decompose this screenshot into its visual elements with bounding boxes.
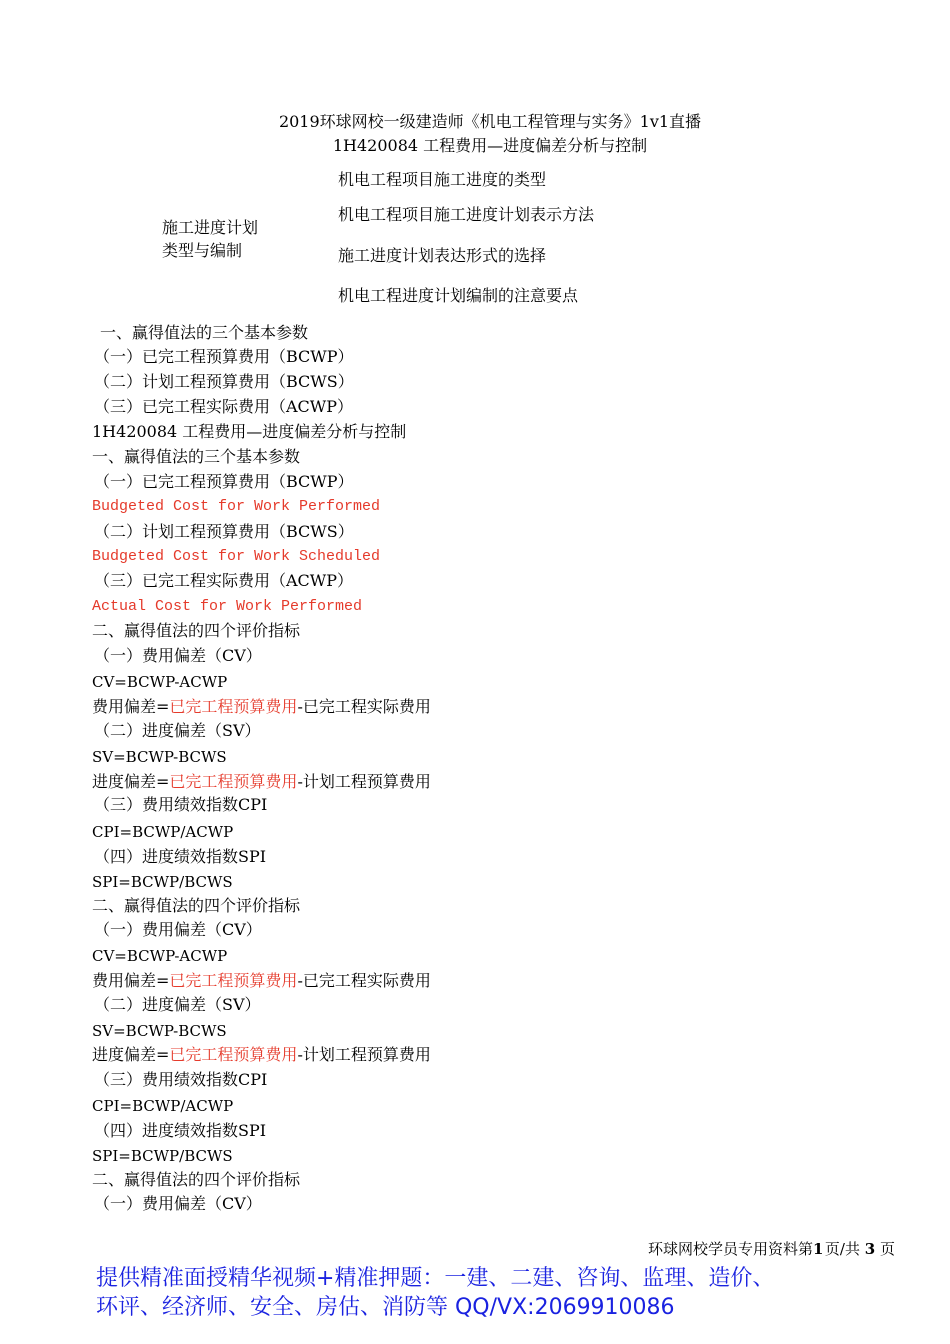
formula: SPI=BCWP/BCWS [92, 1147, 233, 1165]
parameter-line: （二）计划工程预算费用（BCWS） [94, 522, 354, 541]
formula: CV=BCWP-ACWP [92, 673, 228, 691]
overview-item: 施工进度计划表达形式的选择 [338, 246, 547, 265]
section-heading: 二、赢得值法的四个评价指标 [92, 1170, 301, 1189]
formula-text: 费用偏差=已完工程预算费用-已完工程实际费用 [92, 971, 431, 990]
indicator-title: （四）进度绩效指数SPI [94, 847, 267, 866]
parameter-english: Actual Cost for Work Performed [92, 598, 363, 615]
promo-line: 提供精准面授精华视频+精准押题：一建、二建、咨询、监理、造价、 [96, 1266, 775, 1291]
formula-text: 进度偏差=已完工程预算费用-计划工程预算费用 [92, 772, 431, 791]
parameter-line: （一）已完工程预算费用（BCWP） [94, 347, 354, 366]
formula: CV=BCWP-ACWP [92, 947, 228, 965]
formula: CPI=BCWP/ACWP [92, 1097, 234, 1115]
document-subtitle: 1H420084 工程费用—进度偏差分析与控制 [332, 136, 648, 155]
indicator-title: （三）费用绩效指数CPI [94, 1070, 268, 1089]
section-heading: 二、赢得值法的四个评价指标 [92, 896, 301, 915]
topic-title: 1H420084 工程费用—进度偏差分析与控制 [92, 422, 407, 441]
indicator-title: （三）费用绩效指数CPI [94, 795, 268, 814]
indicator-title: （一）费用偏差（CV） [94, 646, 262, 665]
parameter-line: （三）已完工程实际费用（ACWP） [94, 397, 354, 416]
indicator-title: （一）费用偏差（CV） [94, 1194, 262, 1213]
formula: SV=BCWP-BCWS [92, 1022, 227, 1040]
parameter-line: （二）计划工程预算费用（BCWS） [94, 372, 354, 391]
formula: SPI=BCWP/BCWS [92, 873, 233, 891]
overview-item: 机电工程进度计划编制的注意要点 [338, 286, 579, 305]
document-title: 2019环球网校一级建造师《机电工程管理与实务》1v1直播 [278, 112, 702, 131]
indicator-title: （一）费用偏差（CV） [94, 920, 262, 939]
page-footer: 环球网校学员专用资料第1 页/共 3 页 [647, 1240, 895, 1258]
formula-text: 进度偏差=已完工程预算费用-计划工程预算费用 [92, 1045, 431, 1064]
formula-text: 费用偏差=已完工程预算费用-已完工程实际费用 [92, 697, 431, 716]
section-heading: 二、赢得值法的四个评价指标 [92, 621, 301, 640]
parameter-line: （三）已完工程实际费用（ACWP） [94, 571, 354, 590]
indicator-title: （四）进度绩效指数SPI [94, 1121, 267, 1140]
formula: SV=BCWP-BCWS [92, 748, 227, 766]
parameter-line: （一）已完工程预算费用（BCWP） [94, 472, 354, 491]
indicator-title: （二）进度偏差（SV） [94, 995, 261, 1014]
parameter-english: Budgeted Cost for Work Performed [92, 498, 381, 515]
parameter-english: Budgeted Cost for Work Scheduled [92, 548, 381, 565]
indicator-title: （二）进度偏差（SV） [94, 721, 261, 740]
formula: CPI=BCWP/ACWP [92, 823, 234, 841]
section-heading: 一、赢得值法的三个基本参数 [100, 323, 309, 342]
section-heading: 一、赢得值法的三个基本参数 [92, 447, 301, 466]
overview-group-label-2: 类型与编制 [162, 241, 243, 260]
promo-line: 环评、经济师、安全、房估、消防等 QQ/VX:2069910086 [96, 1295, 675, 1320]
overview-item: 机电工程项目施工进度计划表示方法 [338, 205, 595, 224]
overview-item: 机电工程项目施工进度的类型 [338, 170, 547, 189]
overview-group-label: 施工进度计划 [162, 218, 259, 237]
